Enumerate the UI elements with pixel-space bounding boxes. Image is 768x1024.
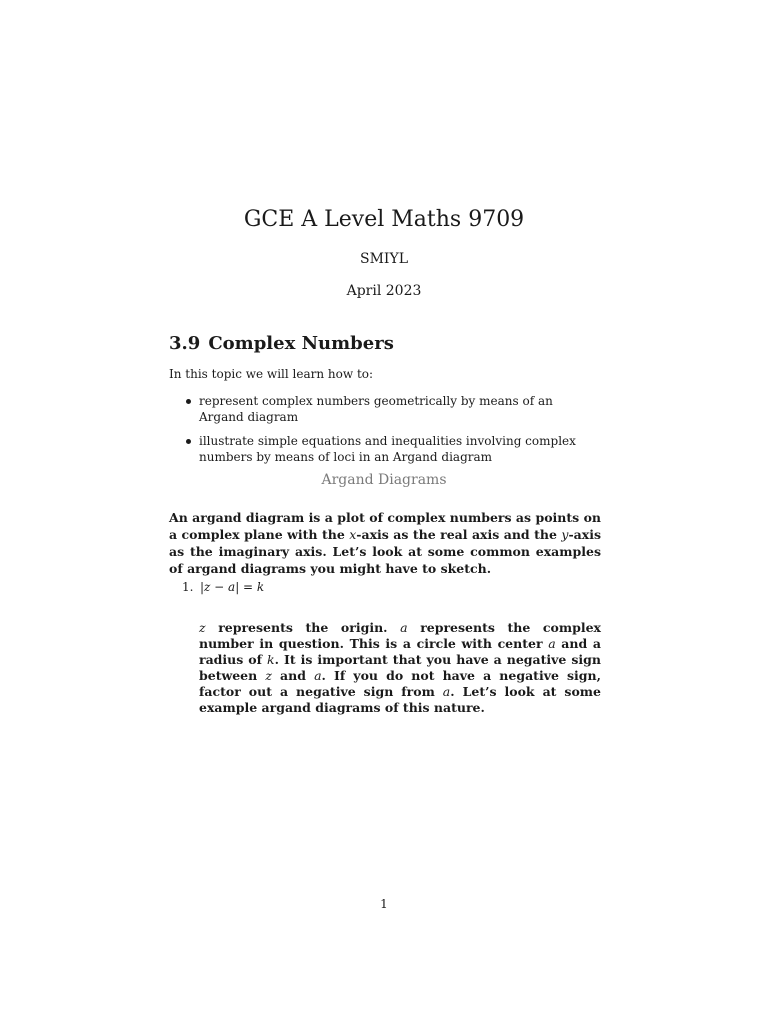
section-number: 3.9 [169,333,201,354]
paragraph-text: . Let’s look at some example argand diagrams of this nature. [199,684,601,715]
math-variable: y [561,527,569,542]
math-variable: a [400,620,408,635]
math-variable: a [548,636,556,651]
section-intro: In this topic we will learn how to: [169,367,374,381]
math-variable: z [265,668,272,683]
paragraph-text: . If you do not have a negative sign, factor out a negative sign from [199,668,601,699]
section-title: Complex Numbers [208,333,394,354]
paragraph-text: An argand diagram is a plot of complex numbers as points on a complex plane with the [169,510,601,542]
paragraph-text: and a radius of [199,636,601,667]
enumerated-item [182,580,264,594]
item-equation: |z − a| = k [200,580,265,594]
subsection-heading: Argand Diagrams [321,472,447,488]
paragraph-text: represents the origin. [205,620,401,635]
list-item-text: illustrate simple equations and inequalities involving complex numbers by means of loci in an Argand diagram [199,434,576,464]
paragraph-text: -axis as the imaginary axis. Let’s look at some common examples of argand diagrams you might have to sketch. [169,527,601,576]
math-variable: a [314,668,322,683]
paragraph-text: . It is important that you have a negative sign between [199,652,602,683]
list-item-text: represent complex numbers geometrically by means of an Argand diagram [199,394,553,424]
intro-paragraph [169,509,601,577]
math-variable: z [199,620,206,635]
list-item [169,433,601,465]
paragraph-text: -axis as the real axis and the [356,527,562,542]
explanation-paragraph [199,620,601,716]
list-item [169,393,601,425]
math-variable: x [349,527,357,542]
objectives-list [169,393,601,473]
document-date: April 2023 [346,283,422,299]
item-number: 1. [182,580,194,594]
document-title: GCE A Level Maths 9709 [243,207,525,232]
section-heading [169,333,394,354]
paragraph-text: and [271,668,315,683]
document-author: SMIYL [360,251,408,267]
paragraph-text: represents the complex number in question. This is a circle with center [199,620,601,651]
bullet-icon [186,439,191,444]
math-variable: a [442,684,451,699]
page-number: 1 [380,897,388,911]
bullet-icon [186,399,191,404]
math-variable: k [267,652,275,667]
